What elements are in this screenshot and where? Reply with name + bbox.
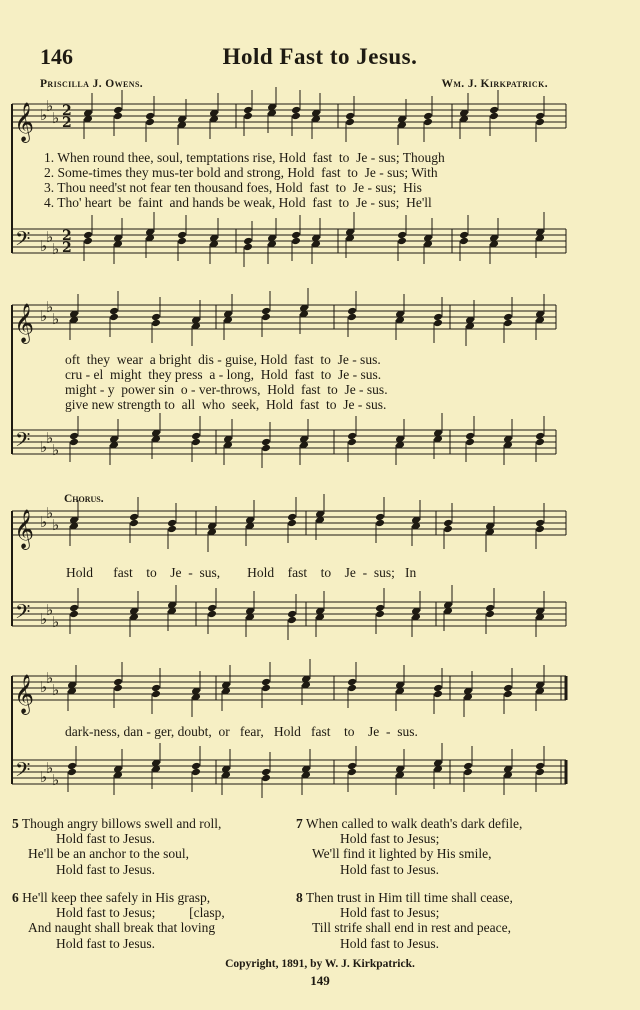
flat-sign-icon: ♭ (46, 759, 54, 777)
chorus-line-1: Hold fast to Je - sus, Hold fast to Je - sus; In (66, 565, 417, 580)
bass-note (287, 616, 297, 625)
stanza-line: Though angry billows swell and roll, (21, 816, 222, 831)
verse-3-line-1: 3. Thou need'st not fear ten thousand foes, Hold fast to Je - sus; His (44, 180, 422, 195)
flat-sign-icon: ♭ (40, 307, 48, 325)
treble-note (489, 112, 499, 121)
flat-sign-icon: ♭ (46, 669, 54, 687)
verse-3-line-2: might - y power sin o - ver-throws, Hold fast to Je - sus. (65, 382, 388, 397)
treble-clef-icon: 𝄞 (14, 102, 35, 142)
verse-4-line-2: give new strength to all who seek, Hold fast to Je - sus. (65, 397, 387, 412)
treble-note (243, 112, 253, 121)
flat-sign-icon: ♭ (46, 228, 54, 246)
flat-sign-icon: ♭ (52, 516, 60, 534)
stanza-line: Then trust in Him till time shall cease, (305, 890, 513, 905)
bass-note (261, 444, 271, 453)
treble-note (347, 313, 357, 322)
treble-note (151, 690, 161, 699)
verse-2-line-2: cru - el might they press a - long, Hold fast to Je - sus. (65, 367, 382, 382)
verse-2-line-1: 2. Some-times they mus-ter bold and strong, Hold fast to Je - sus; With (44, 165, 438, 180)
flat-sign-icon: ♭ (46, 429, 54, 447)
bass-note (347, 438, 357, 447)
flat-sign-icon: ♭ (46, 504, 54, 522)
stanza-line: We'll find it lighted by His smile, (312, 846, 492, 862)
bass-note (485, 610, 495, 619)
hymn-title: Hold Fast to Jesus. (222, 44, 418, 69)
bass-note (69, 438, 79, 447)
flat-sign-icon: ♭ (40, 106, 48, 124)
stanza-line: Hold fast to Jesus; (340, 905, 440, 921)
flat-sign-icon: ♭ (46, 298, 54, 316)
treble-note (345, 118, 355, 127)
treble-note (433, 319, 443, 328)
bass-note (243, 243, 253, 252)
stanza-line: Hold fast to Jesus; (340, 831, 440, 847)
chorus-line-2: dark-ness, dan - ger, doubt, or fear, Hold fast to Je - sus. (65, 724, 418, 739)
treble-note (167, 525, 177, 534)
verse-1-line-1: 1. When round thee, soul, temptations rise, Hold fast to Je - sus; Though (44, 150, 445, 165)
bass-clef-icon: 𝄢 (15, 758, 31, 786)
bass-note (535, 438, 545, 447)
stanza-line: Hold fast to Jesus. (56, 831, 155, 847)
flat-sign-icon: ♭ (40, 513, 48, 531)
stanza-line: Hold fast to Jesus. (340, 861, 439, 877)
bass-clef-icon: 𝄢 (15, 227, 31, 255)
stanza-line: Hold fast to Jesus. (56, 935, 155, 951)
flat-sign-icon: ♭ (52, 240, 60, 258)
time-signature-bottom: 2 (62, 240, 72, 256)
flat-sign-icon: ♭ (52, 771, 60, 789)
treble-note (535, 525, 545, 534)
treble-note (151, 319, 161, 328)
bass-clef-icon: 𝄢 (15, 600, 31, 628)
chorus-label: Chorus. (64, 493, 104, 505)
bass-note (207, 610, 217, 619)
treble-note (347, 684, 357, 693)
treble-note (443, 525, 453, 534)
time-signature-top: 2 (62, 228, 72, 244)
stanza-6 (12, 890, 225, 951)
composer-credit: Wm. J. Kirkpatrick. (441, 78, 548, 90)
stanza-number: 5 (12, 816, 19, 831)
bass-note (261, 774, 271, 783)
treble-clef-icon: 𝄞 (14, 674, 35, 714)
bass-note (347, 768, 357, 777)
treble-note (291, 112, 301, 121)
bass-note (291, 237, 301, 246)
stanza-line: Hold fast to Jesus; [clasp, (56, 905, 225, 921)
flat-sign-icon: ♭ (52, 613, 60, 631)
bass-note (191, 438, 201, 447)
flat-sign-icon: ♭ (52, 441, 60, 459)
bass-note (191, 768, 201, 777)
bass-note (69, 610, 79, 619)
flat-sign-icon: ♭ (40, 610, 48, 628)
bass-note (177, 237, 187, 246)
treble-note (287, 519, 297, 528)
treble-note (261, 684, 271, 693)
bass-note (535, 768, 545, 777)
flat-sign-icon: ♭ (40, 768, 48, 786)
bass-note (375, 610, 385, 619)
stanza-line: Hold fast to Jesus. (340, 935, 439, 951)
stanza-5 (12, 816, 221, 877)
treble-clef-icon: 𝄞 (14, 509, 35, 549)
treble-note (109, 313, 119, 322)
bass-clef-icon: 𝄢 (15, 428, 31, 456)
flat-sign-icon: ♭ (52, 310, 60, 328)
treble-note (145, 118, 155, 127)
stanza-7 (296, 816, 522, 877)
stanza-line: Till strife shall end in rest and peace, (312, 920, 511, 936)
treble-note (375, 519, 385, 528)
flat-sign-icon: ♭ (46, 601, 54, 619)
treble-note (423, 118, 433, 127)
flat-sign-icon: ♭ (52, 109, 60, 127)
stanza-line: Hold fast to Jesus. (56, 861, 155, 877)
flat-sign-icon: ♭ (40, 438, 48, 456)
bass-note (459, 237, 469, 246)
stanza-number: 6 (12, 890, 19, 905)
treble-note (261, 313, 271, 322)
time-signature-bottom: 2 (62, 115, 72, 131)
flat-sign-icon: ♭ (52, 681, 60, 699)
verse-1-line-2: oft they wear a bright dis - guise, Hold fast to Je - sus. (65, 352, 381, 367)
treble-note (129, 519, 139, 528)
page-number: 149 (310, 973, 330, 988)
bass-note (465, 438, 475, 447)
flat-sign-icon: ♭ (40, 678, 48, 696)
bass-note (67, 768, 77, 777)
flat-sign-icon: ♭ (46, 97, 54, 115)
bass-note (397, 237, 407, 246)
treble-note (113, 684, 123, 693)
treble-note (535, 118, 545, 127)
stanza-line: He'll be an anchor to the soul, (28, 846, 190, 862)
stanza-line: When called to walk death's dark defile, (305, 816, 523, 831)
stanza-number: 8 (296, 890, 303, 905)
stanza-number: 7 (296, 816, 303, 831)
bass-note (463, 768, 473, 777)
treble-note (433, 690, 443, 699)
treble-note (503, 690, 513, 699)
copyright-notice: Copyright, 1891, by W. J. Kirkpatrick. (225, 958, 415, 970)
lyricist-credit: Priscilla J. Owens. (40, 78, 144, 90)
time-signature-top: 2 (62, 103, 72, 119)
flat-sign-icon: ♭ (40, 237, 48, 255)
verse-4-line-1: 4. Tho' heart be faint and hands be weak, Hold fast to Je - sus; He'll (44, 195, 432, 210)
stanza-line: He'll keep thee safely in His grasp, (22, 890, 211, 905)
treble-note (113, 112, 123, 121)
treble-note (503, 319, 513, 328)
hymn-number: 146 (40, 44, 73, 69)
stanza-8 (296, 890, 513, 951)
stanza-line: And naught shall break that loving (28, 920, 216, 936)
treble-clef-icon: 𝄞 (14, 303, 35, 343)
bass-note (83, 237, 93, 246)
